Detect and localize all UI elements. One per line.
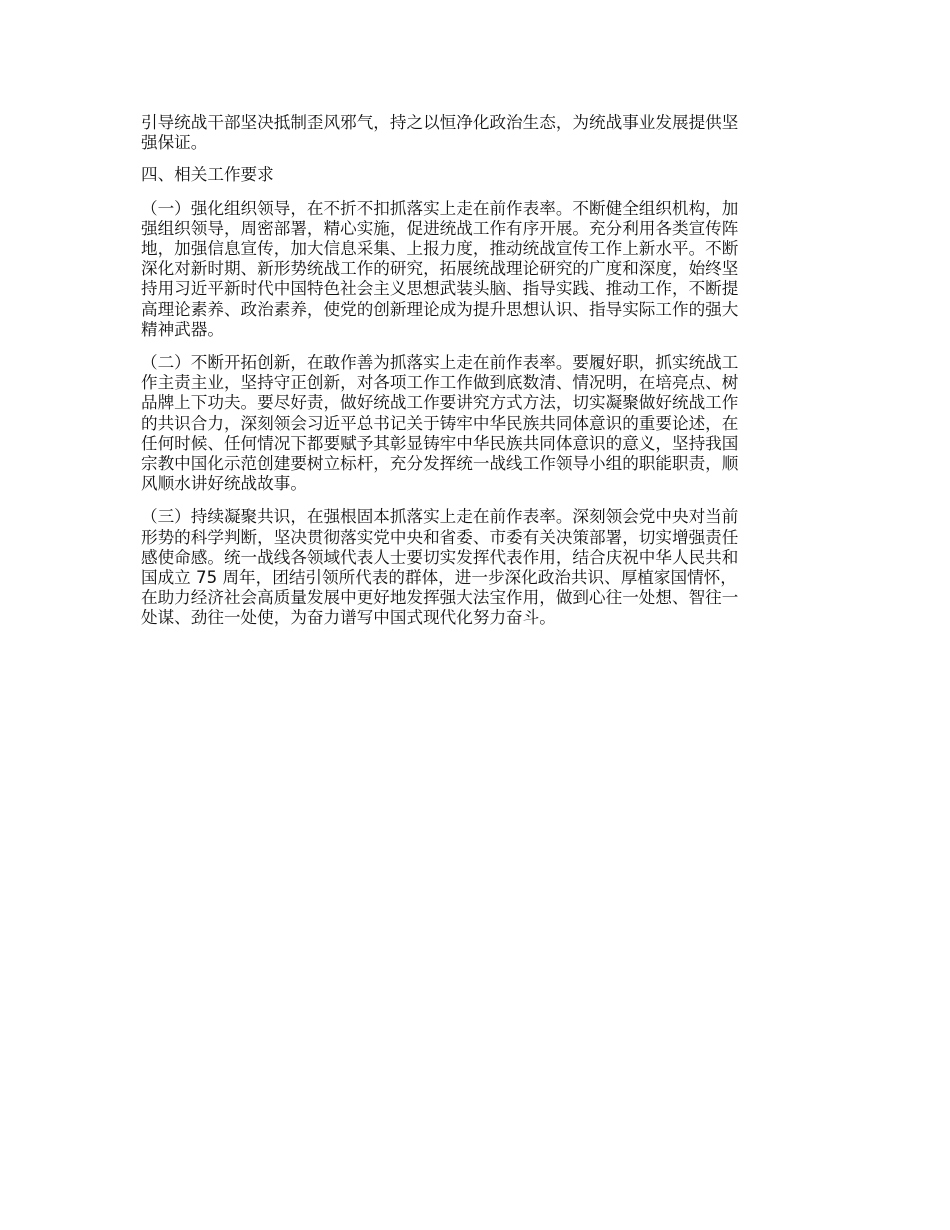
document-body <box>141 113 811 629</box>
requirement-paragraph-1: （一）强化组织领导，在不折不扣抓落实上走在前作表率。不断健全组织机构，加 强组织领导，周密部署，精心实施，促进统战工作有序开展。充分利用各类宣传阵 地，加强信息宣传，加大信息采集、上报力度，推动统战宣传工作上新水平。不断 深化对新时期、新形势统战工作的研究，拓展统战理论研究的广度和深度，始终坚 持用习近平新时代中国特色社会主义思想武装头脑、指导实践、推动工作，不断提 高理论素养、政治素养，使党的创新理论成为提升思想认识、指导实际工作的强大 精神武器。 <box>141 198 739 339</box>
intro-paragraph: 引导统战干部坚决抵制歪风邪气，持之以恒净化政治生态，为统战事业发展提供坚 强保证。 <box>141 113 739 153</box>
requirement-paragraph-2: （二）不断开拓创新，在敢作善为抓落实上走在前作表率。要履好职，抓实统战工 作主责主业，坚持守正创新，对各项工作工作做到底数清、情况明，在培亮点、树 品牌上下功夫。要尽好责，做好统战工作要讲究方式方法，切实凝聚做好统战工作 的共识合力，深刻领会习近平总书记关于铸牢中华民族共同体意识的重要论述，在 任何时候、任何情况下都要赋予其彰显铸牢中华民族共同体意识的意义，坚持我国 宗教中国化示范创建要树立标杆，充分发挥统一战线工作领导小组的职能职责，顺 风顺水讲好统战故事。 <box>141 353 739 494</box>
requirement-paragraph-3: （三）持续凝聚共识，在强根固本抓落实上走在前作表率。深刻领会党中央对当前 形势的科学判断，坚决贯彻落实党中央和省委、市委有关决策部署，切实增强责任 感使命感。统一战线各领域代表人士要切实发挥代表作用，结合庆祝中华人民共和 国成立 75 周年，团结引领所代表的群体，进一步深化政治共识、厚植家国情怀， 在助力经济社会高质量发展中更好地发挥强大法宝作用，做到心往一处想、智往一 处谋、劲往一处使，为奋力谱写中国式现代化努力奋斗。 <box>141 507 739 628</box>
section-heading: 四、相关工作要求 <box>141 165 274 185</box>
